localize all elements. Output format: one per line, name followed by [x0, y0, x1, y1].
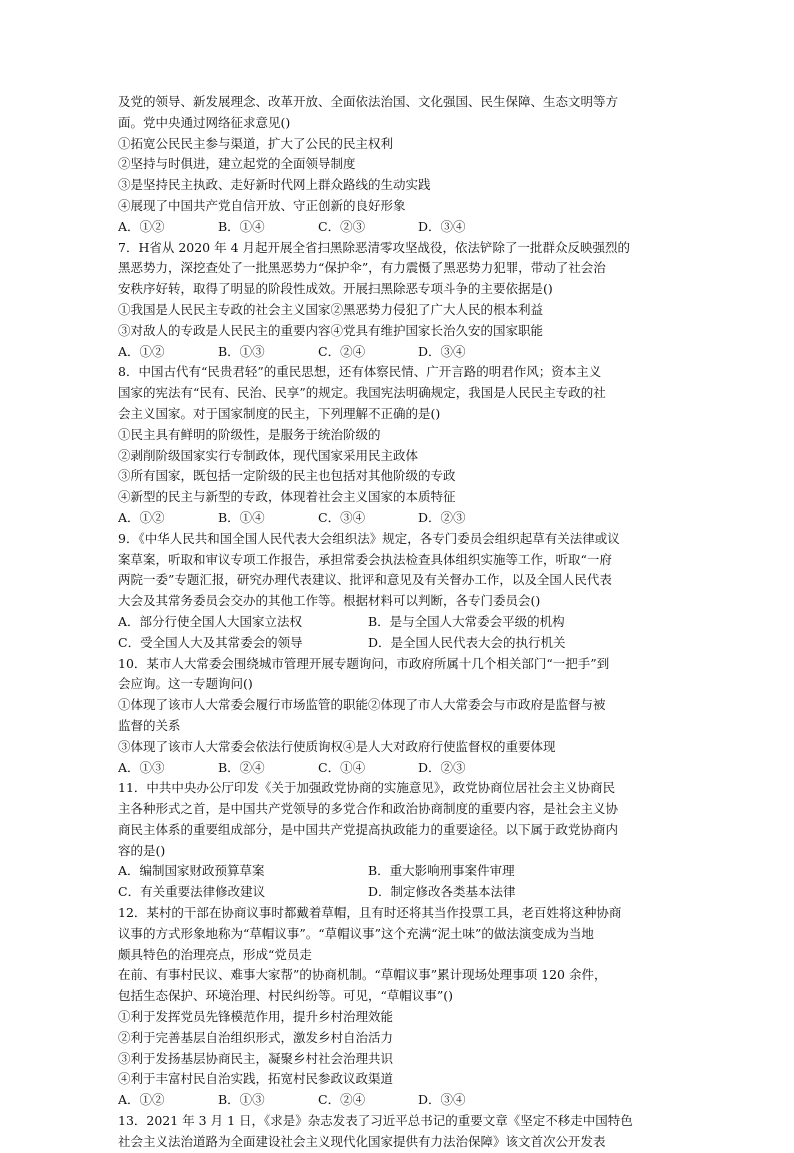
text-line: 7．H省从 2020 年 4 月起开展全省扫黑除恶清零攻坚战役，依法铲除了一批群众反映强烈的 — [118, 239, 631, 255]
answer-option: D．③④ — [418, 343, 466, 359]
answer-option: D．是全国人民代表大会的执行机关 — [368, 634, 566, 650]
text-line: 黑恶势力，深挖查处了一批黑恶势力“保护伞”，有力震慑了黑恶势力犯罪，带动了社会治 — [118, 260, 606, 276]
answer-option: B．②④ — [218, 759, 265, 775]
text-line: 13．2021 年 3 月 1 日，《求是》杂志发表了习近平总书记的重要文章《坚定不移走中国特色 — [118, 1113, 633, 1129]
answer-option: A．①② — [118, 509, 165, 525]
text-line: 主各种形式之首，是中国共产党领导的多党合作和政治协商制度的重要内容，是社会主义协 — [118, 801, 619, 817]
answer-option: D．②③ — [418, 509, 466, 525]
answer-option: B．重大影响刑事案件审理 — [368, 863, 515, 879]
answer-options — [118, 612, 680, 633]
answer-option: D．③④ — [418, 218, 466, 234]
text-line: ①利于发挥党员先锋模范作用，提升乡村治理效能 — [118, 1009, 394, 1025]
answer-option: A．编制国家财政预算草案 — [118, 863, 265, 879]
answer-option: A．①② — [118, 218, 165, 234]
answer-option: A．①② — [118, 343, 165, 359]
text-line: 8．中国古代有“民贵君轻”的重民思想，还有体察民情、广开言路的明君作风；资本主义 — [118, 364, 602, 380]
text-line: 11．中共中央办公厅印发《关于加强政党协商的实施意见》，政党协商位居社会主义协商民 — [118, 780, 616, 796]
answer-option: A．部分行使全国人大国家立法权 — [118, 613, 303, 629]
text-line: 两院一委”专题汇报，研究办理代表建议、批评和意见及有关督办工作，以及全国人民代表 — [118, 572, 612, 588]
answer-option: B．①③ — [218, 343, 265, 359]
answer-option: C．③④ — [318, 509, 366, 525]
text-line: ①我国是人民民主专政的社会主义国家②黑恶势力侵犯了广大人民的根本利益 — [118, 301, 544, 317]
text-line: 颇具特色的治理亮点，形成“党员走 — [118, 946, 312, 962]
text-line: 9．《中华人民共和国全国人民代表大会组织法》规定，各专门委员会组织起草有关法律或议 — [118, 530, 620, 546]
text-line: ④展现了中国共产党自信开放、守正创新的良好形象 — [118, 197, 406, 213]
text-line: 在前、有事村民议、难事大家帮”的协商机制。“草帽议事”累计现场处理事项 120 余件， — [118, 967, 607, 983]
answer-option: C．②④ — [318, 1092, 366, 1108]
text-line: 安秩序好转，取得了明显的阶段性成效。开展扫黑除恶专项斗争的主要依据是() — [118, 281, 553, 297]
text-line: ③对敌人的专政是人民民主的重要内容④党具有维护国家长治久安的国家职能 — [118, 322, 544, 338]
text-line: ①拓宽公民民主参与渠道，扩大了公民的民主权利 — [118, 135, 394, 151]
answer-options — [118, 861, 680, 882]
document-page — [118, 92, 680, 1153]
text-line: 会应询。这一专题询问() — [118, 676, 253, 692]
answer-option: B．①③ — [218, 1092, 265, 1108]
text-line: 商民主体系的重要组成部分，是中国共产党提高执政能力的重要途径。以下属于政党协商内 — [118, 821, 619, 837]
text-line: ②剥削阶级国家实行专制政体，现代国家采用民主政体 — [118, 447, 419, 463]
text-line: 面。党中央通过网络征求意见() — [118, 114, 291, 130]
text-line: 社会主义法治道路为全面建设社会主义现代化国家提供有力法治保障》该文首次公开发表 — [118, 1133, 606, 1149]
answer-option: D．③④ — [418, 1092, 466, 1108]
text-line: ③是坚持民主执政、走好新时代网上群众路线的生动实践 — [118, 177, 431, 193]
text-line: ③利于发扬基层协商民主，凝聚乡村社会治理共识 — [118, 1050, 394, 1066]
text-line: 12．某村的干部在协商议事时都戴着草帽，且有时还将其当作投票工具，老百姓将这种协商 — [118, 905, 622, 921]
text-line: 案草案，听取和审议专项工作报告，承担常委会执法检查具体组织实施等工作，听取“一府 — [118, 551, 612, 567]
answer-option: C．②④ — [318, 343, 366, 359]
text-line: 监督的关系 — [118, 717, 181, 733]
text-line: ①体现了该市人大常委会履行市场监管的职能②体现了市人大常委会与市政府是监督与被 — [118, 697, 606, 713]
text-line: ③体现了该市人大常委会依法行使质询权④是人大对政府行使监督权的重要体现 — [118, 738, 556, 754]
answer-option: C．①④ — [318, 759, 366, 775]
answer-options — [118, 508, 680, 529]
text-line: 容的是() — [118, 842, 166, 858]
answer-options — [118, 882, 680, 903]
answer-option: B．①④ — [218, 509, 265, 525]
answer-options — [118, 217, 680, 238]
text-line: 大会及其常务委员会交办的其他工作等。根据材料可以判断，各专门委员会() — [118, 593, 541, 609]
answer-option: A．①② — [118, 1092, 165, 1108]
answer-option: C．②③ — [318, 218, 366, 234]
answer-option: B．①④ — [218, 218, 265, 234]
answer-option: C．有关重要法律修改建议 — [118, 884, 266, 900]
text-line: ②坚持与时俱进，建立起党的全面领导制度 — [118, 156, 356, 172]
text-line: 及党的领导、新发展理念、改革开放、全面依法治国、文化强国、民生保障、生态文明等方 — [118, 94, 619, 109]
answer-option: A．①③ — [118, 759, 165, 775]
text-line: ④利于丰富村民自治实践，拓宽村民参政议政渠道 — [118, 1071, 394, 1087]
answer-options — [118, 1090, 680, 1111]
text-line: ④新型的民主与新型的专政，体现着社会主义国家的本质特征 — [118, 489, 456, 505]
text-line: 10．某市人大常委会围绕城市管理开展专题询问，市政府所属十几个相关部门“一把手”到 — [118, 655, 610, 671]
text-line: 议事的方式形象地称为“草帽议事”。“草帽议事”这个充满“泥土味”的做法演变成为当地 — [118, 925, 594, 941]
text-line: 包括生态保护、环境治理、村民纠纷等。可见，“草帽议事”() — [118, 988, 454, 1004]
answer-option: B．是与全国人大常委会平级的机构 — [368, 613, 565, 629]
answer-option: C．受全国人大及其常委会的领导 — [118, 634, 303, 650]
text-line: ③所有国家，既包括一定阶级的民主也包括对其他阶级的专政 — [118, 468, 456, 484]
text-line: ②利于完善基层自治组织形式，激发乡村自治活力 — [118, 1029, 394, 1045]
answer-option: D．制定修改各类基本法律 — [368, 884, 516, 900]
answer-options — [118, 633, 680, 654]
text-line: 会主义国家。对于国家制度的民主，下列理解不正确的是() — [118, 405, 441, 421]
answer-options — [118, 758, 680, 779]
text-line: 国家的宪法有“民有、民治、民享”的规定。我国宪法明确规定，我国是人民民主专政的社 — [118, 385, 606, 401]
answer-options — [118, 342, 680, 363]
answer-option: D．②③ — [418, 759, 466, 775]
text-line: ①民主具有鲜明的阶级性，是服务于统治阶级的 — [118, 426, 381, 442]
